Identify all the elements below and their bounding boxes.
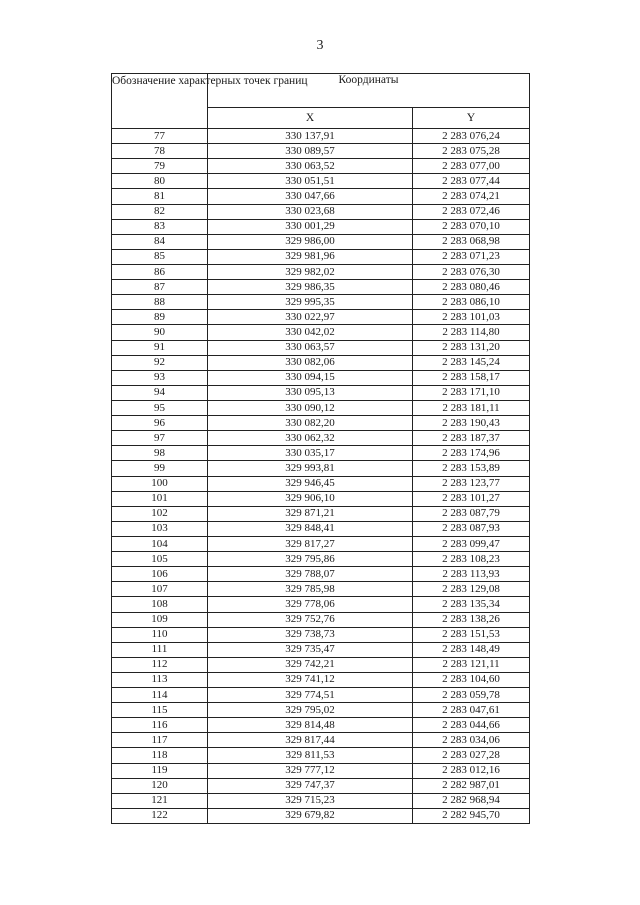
point-number-cell: 95 [112,400,208,415]
point-number-cell: 92 [112,355,208,370]
point-number-cell: 97 [112,431,208,446]
table-row [112,159,530,174]
table-row [112,491,530,506]
point-number-cell: 89 [112,310,208,325]
page-number: 3 [316,38,324,53]
table-row [112,612,530,627]
table-row [112,808,530,823]
y-coordinate-cell: 2 283 181,11 [413,400,530,415]
y-coordinate-cell: 2 283 087,93 [413,521,530,536]
header-point-label: Обозначение характерных точек границ [112,74,208,129]
y-coordinate-cell: 2 283 077,44 [413,174,530,189]
point-number-cell: 98 [112,446,208,461]
y-coordinate-cell: 2 283 114,80 [413,325,530,340]
table-row [112,280,530,295]
y-coordinate-cell: 2 283 123,77 [413,476,530,491]
y-coordinate-cell: 2 283 148,49 [413,642,530,657]
x-coordinate-cell: 329 738,73 [208,627,413,642]
x-coordinate-cell: 330 035,17 [208,446,413,461]
point-number-cell: 105 [112,552,208,567]
y-coordinate-cell: 2 283 101,03 [413,310,530,325]
y-coordinate-cell: 2 283 076,24 [413,129,530,144]
table-row [112,431,530,446]
x-coordinate-cell: 330 063,52 [208,159,413,174]
y-coordinate-cell: 2 283 075,28 [413,144,530,159]
point-number-cell: 117 [112,733,208,748]
y-coordinate-cell: 2 283 104,60 [413,672,530,687]
point-number-cell: 109 [112,612,208,627]
point-number-cell: 106 [112,567,208,582]
x-coordinate-cell: 329 788,07 [208,567,413,582]
y-coordinate-cell: 2 283 077,00 [413,159,530,174]
table-row [112,718,530,733]
y-coordinate-cell: 2 283 072,46 [413,204,530,219]
table-row [112,793,530,808]
point-number-cell: 83 [112,219,208,234]
x-coordinate-cell: 329 982,02 [208,264,413,279]
table-row [112,385,530,400]
table-row [112,748,530,763]
y-coordinate-cell: 2 283 027,28 [413,748,530,763]
table-row [112,567,530,582]
x-coordinate-cell: 329 906,10 [208,491,413,506]
x-coordinate-cell: 329 715,23 [208,793,413,808]
x-coordinate-cell: 329 679,82 [208,808,413,823]
table-row [112,370,530,385]
table-body [112,129,530,824]
x-coordinate-cell: 329 811,53 [208,748,413,763]
y-coordinate-cell: 2 283 151,53 [413,627,530,642]
table-row [112,733,530,748]
x-coordinate-cell: 329 795,02 [208,703,413,718]
point-number-cell: 119 [112,763,208,778]
x-coordinate-cell: 330 023,68 [208,204,413,219]
x-coordinate-cell: 329 774,51 [208,688,413,703]
y-coordinate-cell: 2 283 190,43 [413,416,530,431]
table-row [112,703,530,718]
point-number-cell: 118 [112,748,208,763]
point-number-cell: 94 [112,385,208,400]
table-row [112,249,530,264]
x-coordinate-cell: 329 817,27 [208,536,413,551]
x-coordinate-cell: 329 814,48 [208,718,413,733]
y-coordinate-cell: 2 283 068,98 [413,234,530,249]
table-row [112,219,530,234]
x-coordinate-cell: 330 047,66 [208,189,413,204]
y-coordinate-cell: 2 282 945,70 [413,808,530,823]
x-coordinate-cell: 330 137,91 [208,129,413,144]
x-coordinate-cell: 329 778,06 [208,597,413,612]
y-coordinate-cell: 2 283 131,20 [413,340,530,355]
table-row [112,552,530,567]
point-number-cell: 81 [112,189,208,204]
point-number-cell: 113 [112,672,208,687]
point-number-cell: 116 [112,718,208,733]
x-coordinate-cell: 329 995,35 [208,295,413,310]
table-row [112,536,530,551]
y-coordinate-cell: 2 283 071,23 [413,249,530,264]
table-row [112,688,530,703]
x-coordinate-cell: 330 090,12 [208,400,413,415]
y-coordinate-cell: 2 283 153,89 [413,461,530,476]
table-row [112,506,530,521]
point-number-cell: 102 [112,506,208,521]
point-number-cell: 88 [112,295,208,310]
header-coordinates: Координаты [208,74,530,108]
y-coordinate-cell: 2 283 171,10 [413,385,530,400]
point-number-cell: 80 [112,174,208,189]
y-coordinate-cell: 2 282 987,01 [413,778,530,793]
table-row [112,340,530,355]
point-number-cell: 100 [112,476,208,491]
x-coordinate-cell: 329 986,00 [208,234,413,249]
y-coordinate-cell: 2 283 012,16 [413,763,530,778]
point-number-cell: 115 [112,703,208,718]
y-coordinate-cell: 2 283 138,26 [413,612,530,627]
point-number-cell: 107 [112,582,208,597]
y-coordinate-cell: 2 283 108,23 [413,552,530,567]
point-number-cell: 111 [112,642,208,657]
point-number-cell: 93 [112,370,208,385]
table-row [112,597,530,612]
table-row [112,144,530,159]
table-row [112,355,530,370]
table-row [112,189,530,204]
header-y: Y [413,108,530,129]
y-coordinate-cell: 2 283 076,30 [413,264,530,279]
table-row [112,672,530,687]
point-number-cell: 77 [112,129,208,144]
y-coordinate-cell: 2 283 158,17 [413,370,530,385]
table-row [112,627,530,642]
header-row-top [112,74,530,108]
x-coordinate-cell: 329 752,76 [208,612,413,627]
y-coordinate-cell: 2 283 135,34 [413,597,530,612]
point-number-cell: 104 [112,536,208,551]
y-coordinate-cell: 2 283 080,46 [413,280,530,295]
x-coordinate-cell: 329 871,21 [208,506,413,521]
point-number-cell: 96 [112,416,208,431]
x-coordinate-cell: 329 777,12 [208,763,413,778]
y-coordinate-cell: 2 283 145,24 [413,355,530,370]
point-number-cell: 121 [112,793,208,808]
y-coordinate-cell: 2 283 099,47 [413,536,530,551]
x-coordinate-cell: 329 735,47 [208,642,413,657]
table-header [112,74,530,129]
point-number-cell: 99 [112,461,208,476]
y-coordinate-cell: 2 283 034,06 [413,733,530,748]
point-number-cell: 78 [112,144,208,159]
x-coordinate-cell: 330 051,51 [208,174,413,189]
x-coordinate-cell: 330 089,57 [208,144,413,159]
table-row [112,264,530,279]
x-coordinate-cell: 330 062,32 [208,431,413,446]
table-row [112,642,530,657]
y-coordinate-cell: 2 283 121,11 [413,657,530,672]
y-coordinate-cell: 2 283 070,10 [413,219,530,234]
table-row [112,521,530,536]
table-row [112,204,530,219]
point-number-cell: 87 [112,280,208,295]
coordinates-table [111,73,530,824]
y-coordinate-cell: 2 283 044,66 [413,718,530,733]
x-coordinate-cell: 329 848,41 [208,521,413,536]
table-row [112,763,530,778]
table-row [112,582,530,597]
y-coordinate-cell: 2 282 968,94 [413,793,530,808]
y-coordinate-cell: 2 283 059,78 [413,688,530,703]
point-number-cell: 84 [112,234,208,249]
point-number-cell: 114 [112,688,208,703]
x-coordinate-cell: 329 986,35 [208,280,413,295]
x-coordinate-cell: 330 094,15 [208,370,413,385]
point-number-cell: 90 [112,325,208,340]
point-number-cell: 101 [112,491,208,506]
point-number-cell: 110 [112,627,208,642]
x-coordinate-cell: 329 946,45 [208,476,413,491]
table-row [112,295,530,310]
table-row [112,461,530,476]
table-row [112,416,530,431]
table-row [112,400,530,415]
y-coordinate-cell: 2 283 074,21 [413,189,530,204]
x-coordinate-cell: 330 063,57 [208,340,413,355]
table-row [112,234,530,249]
point-number-cell: 82 [112,204,208,219]
x-coordinate-cell: 329 795,86 [208,552,413,567]
y-coordinate-cell: 2 283 047,61 [413,703,530,718]
x-coordinate-cell: 329 741,12 [208,672,413,687]
x-coordinate-cell: 330 042,02 [208,325,413,340]
table-row [112,129,530,144]
table-row [112,446,530,461]
x-coordinate-cell: 329 785,98 [208,582,413,597]
x-coordinate-cell: 330 022,97 [208,310,413,325]
point-number-cell: 86 [112,264,208,279]
y-coordinate-cell: 2 283 087,79 [413,506,530,521]
point-number-cell: 79 [112,159,208,174]
y-coordinate-cell: 2 283 187,37 [413,431,530,446]
y-coordinate-cell: 2 283 086,10 [413,295,530,310]
point-number-cell: 91 [112,340,208,355]
table-row [112,778,530,793]
point-number-cell: 103 [112,521,208,536]
point-number-cell: 85 [112,249,208,264]
x-coordinate-cell: 329 981,96 [208,249,413,264]
table-row [112,325,530,340]
x-coordinate-cell: 329 747,37 [208,778,413,793]
point-number-cell: 112 [112,657,208,672]
header-x: X [208,108,413,129]
x-coordinate-cell: 329 993,81 [208,461,413,476]
y-coordinate-cell: 2 283 113,93 [413,567,530,582]
x-coordinate-cell: 329 742,21 [208,657,413,672]
table-row [112,657,530,672]
y-coordinate-cell: 2 283 101,27 [413,491,530,506]
x-coordinate-cell: 330 082,06 [208,355,413,370]
x-coordinate-cell: 330 095,13 [208,385,413,400]
y-coordinate-cell: 2 283 129,08 [413,582,530,597]
x-coordinate-cell: 330 082,20 [208,416,413,431]
x-coordinate-cell: 329 817,44 [208,733,413,748]
y-coordinate-cell: 2 283 174,96 [413,446,530,461]
point-number-cell: 122 [112,808,208,823]
table-row [112,174,530,189]
table-row [112,476,530,491]
point-number-cell: 108 [112,597,208,612]
table-row [112,310,530,325]
x-coordinate-cell: 330 001,29 [208,219,413,234]
point-number-cell: 120 [112,778,208,793]
